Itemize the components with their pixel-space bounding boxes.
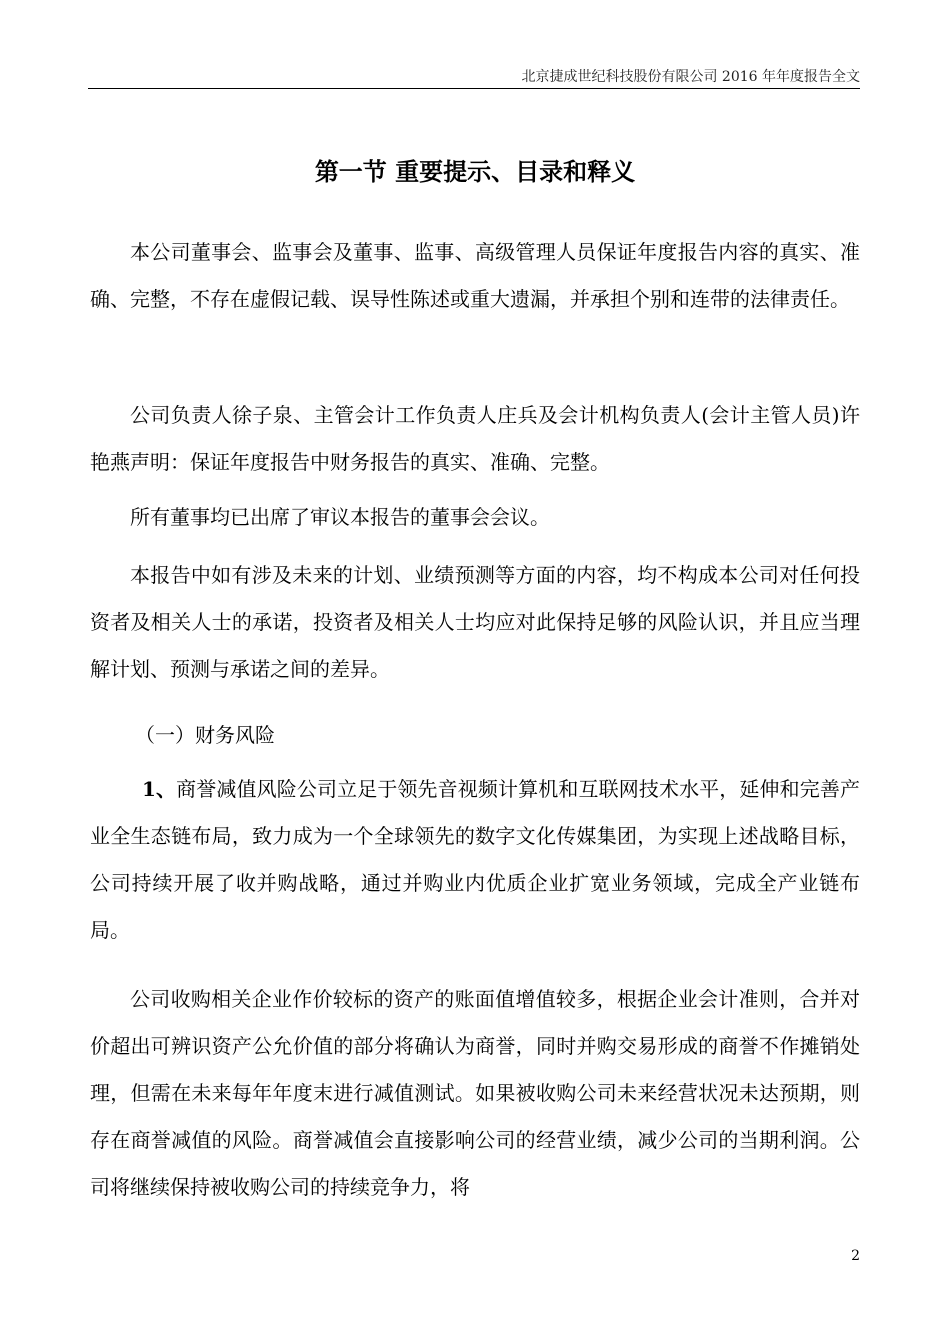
paragraph-goodwill-impairment: 公司收购相关企业作价较标的资产的账面值增值较多，根据企业会计准则，合并对价超出可辨识资产公允价值的部分将确认为商誉，同时并购交易形成的商誉不作摊销处理，但需在未来每年年度末进行减值测试。如果被收购公司未来经营状况未达预期，则存在商誉减值的风险。商誉减值会直接影响公司的经营业绩，减少公司的当期利润。公司将继续保持被收购公司的持续竞争力，将 <box>90 987 860 1199</box>
header-divider <box>88 88 860 89</box>
paragraph-responsible-persons: 公司负责人徐子泉、主管会计工作负责人庄兵及会计机构负责人(会计主管人员)许艳燕声明：保证年度报告中财务报告的真实、准确、完整。 <box>90 403 860 474</box>
page-number: 2 <box>851 1248 860 1264</box>
paragraph-goodwill-risk <box>90 766 860 954</box>
paragraph-directors-attendance: 所有董事均已出席了审议本报告的董事会会议。 <box>130 505 550 529</box>
risk-item-text: 商誉减值风险公司立足于领先音视频计算机和互联网技术水平，延伸和完善产业全生态链布局，致力成为一个全球领先的数字文化传媒集团，为实现上述战略目标，公司持续开展了收并购战略，通过并购业内优质企业扩宽业务领域，完成全产业链布局。 <box>90 777 861 942</box>
paragraph-board-guarantee: 本公司董事会、监事会及董事、监事、高级管理人员保证年度报告内容的真实、准确、完整，不存在虚假记载、误导性陈述或重大遗漏，并承担个别和连带的法律责任。 <box>90 240 860 311</box>
risk-item-number: 1、 <box>142 777 177 801</box>
running-header: 北京捷成世纪科技股份有限公司 2016 年年度报告全文 <box>521 69 860 85</box>
subheading-financial-risk: （一）财务风险 <box>135 723 275 747</box>
section-title: 第一节 重要提示、目录和释义 <box>314 158 636 186</box>
paragraph-forward-looking: 本报告中如有涉及未来的计划、业绩预测等方面的内容，均不构成本公司对任何投资者及相关人士的承诺，投资者及相关人士均应对此保持足够的风险认识，并且应当理解计划、预测与承诺之间的差异。 <box>90 563 860 681</box>
